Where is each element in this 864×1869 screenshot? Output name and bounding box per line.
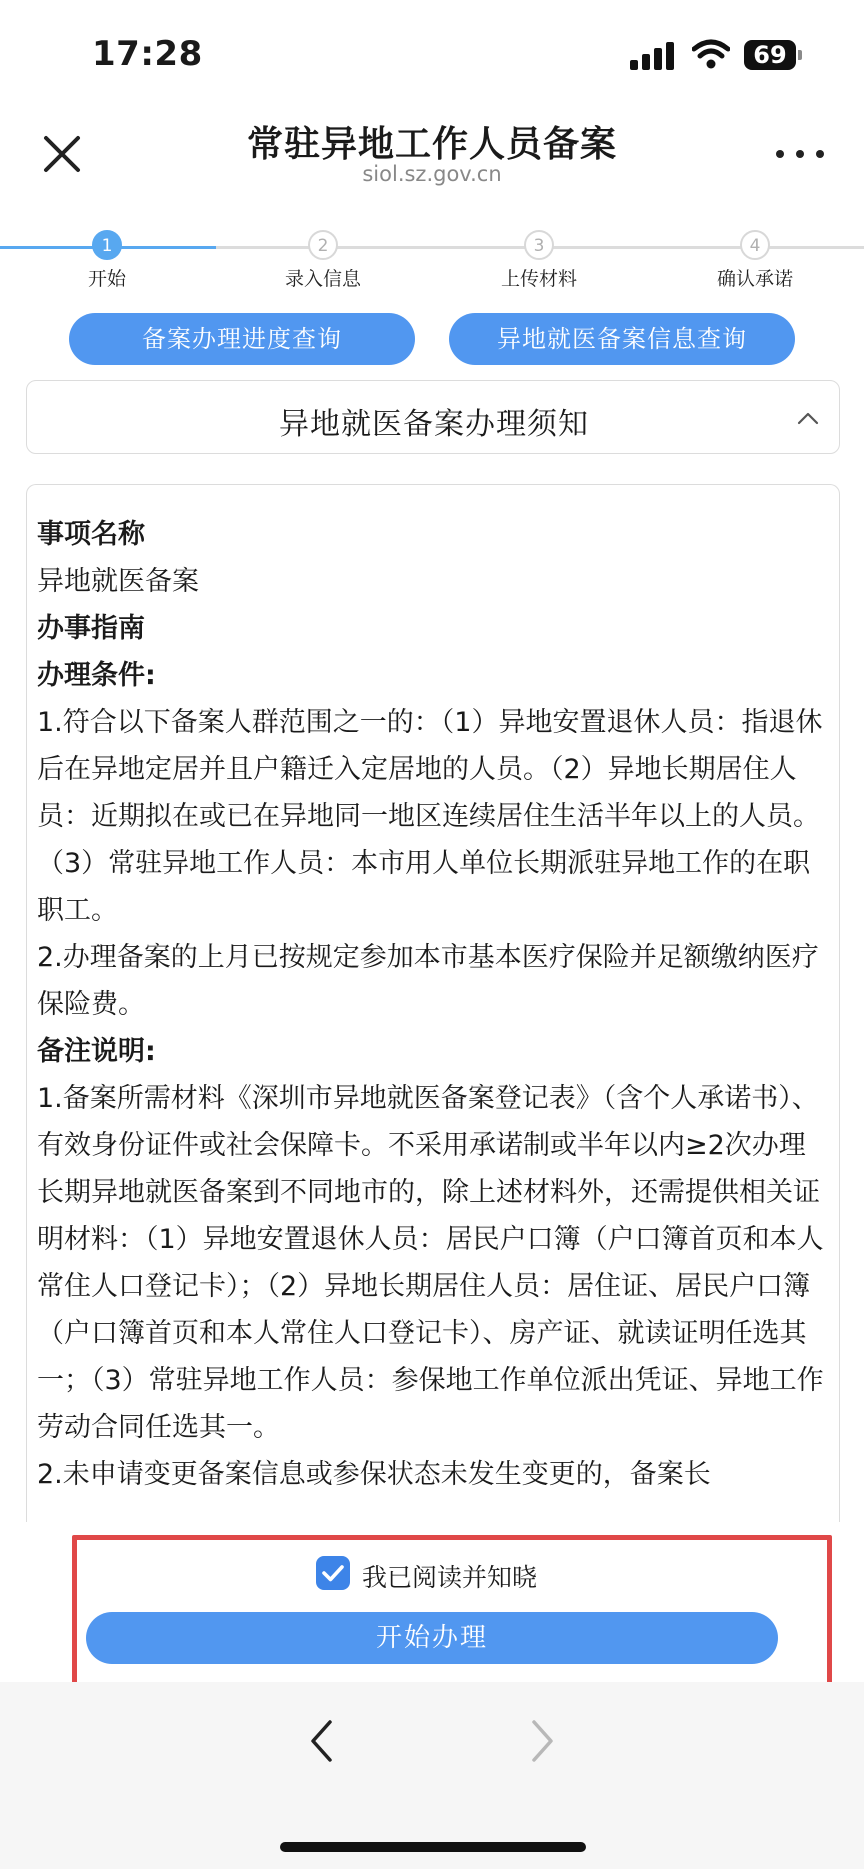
action-area bbox=[0, 1522, 864, 1682]
chevron-up-icon[interactable] bbox=[797, 411, 819, 425]
wifi-icon bbox=[692, 38, 730, 70]
page-title: 常驻异地工作人员备案 bbox=[246, 124, 617, 165]
note-2: 2.未申请变更备案信息或参保状态未发生变更的，备案长 bbox=[37, 1459, 711, 1490]
step-number: 4 bbox=[740, 230, 770, 260]
acknowledge-checkbox[interactable] bbox=[316, 1556, 350, 1590]
step-number: 3 bbox=[524, 230, 554, 260]
status-time: 17:28 bbox=[92, 34, 203, 74]
notice-accordion-header[interactable] bbox=[26, 380, 840, 454]
status-bar bbox=[0, 0, 864, 110]
step-label: 确认承诺 bbox=[716, 268, 793, 290]
item-name: 异地就医备案 bbox=[37, 566, 199, 597]
guide-heading: 办事指南 bbox=[37, 613, 145, 644]
conditions-heading: 办理条件: bbox=[37, 660, 156, 691]
more-options-icon[interactable] bbox=[776, 146, 826, 162]
step-number: 2 bbox=[308, 230, 338, 260]
browser-toolbar bbox=[0, 1682, 864, 1869]
step-enter-info bbox=[263, 230, 383, 291]
acknowledge-label[interactable]: 我已阅读并知晓 bbox=[362, 1563, 538, 1592]
nav-header bbox=[0, 110, 864, 210]
condition-2: 2.办理备案的上月已按规定参加本市基本医疗保险并足额缴纳医疗保险费。 bbox=[37, 942, 819, 1020]
note-1: 1.备案所需材料《深圳市异地就医备案登记表》（含个人承诺书）、有效身份证件或社会保障卡。不采用承诺制或半年以内≥2次办理长期异地就医备案到不同地市的，除上述材料外，还需提供相关证明材料：（1）异地安置退休人员：居民户口簿（户口簿首页和本人常住人口登记卡）；（2）异地长期居住人员：居住证、居民户口簿（户口簿首页和本人常住人口登记卡）、房产证、就读证明任选其一；（3）常驻异地工作人员：参保地工作单位派出凭证、异地工作劳动合同任选其一。 bbox=[37, 1083, 824, 1443]
step-start bbox=[47, 230, 167, 291]
notice-title: 异地就医备案办理须知 bbox=[279, 407, 589, 442]
step-label: 录入信息 bbox=[284, 268, 361, 290]
progress-query-button[interactable]: 备案办理进度查询 bbox=[69, 313, 415, 365]
battery-icon: 69 bbox=[744, 40, 796, 70]
progress-stepper bbox=[0, 228, 864, 288]
home-indicator bbox=[280, 1842, 586, 1852]
back-arrow-icon[interactable] bbox=[306, 1716, 336, 1766]
step-number: 1 bbox=[92, 230, 122, 260]
forward-arrow-icon[interactable] bbox=[528, 1716, 558, 1766]
cellular-signal-icon bbox=[630, 42, 674, 70]
page-domain: siol.sz.gov.cn bbox=[362, 162, 502, 186]
checkmark-icon bbox=[316, 1556, 350, 1590]
condition-1: 1.符合以下备案人群范围之一的：（1）异地安置退休人员：指退休后在异地定居并且户籍迁入定居地的人员。（2）异地长期居住人员：近期拟在或已在异地同一地区连续居住生活半年以上的人员。（3）常驻异地工作人员：本市用人单位长期派驻异地工作的在职职工。 bbox=[37, 707, 823, 926]
battery-tip bbox=[798, 50, 802, 60]
step-label: 上传材料 bbox=[500, 268, 577, 290]
notes-heading: 备注说明: bbox=[37, 1036, 156, 1067]
notice-content[interactable] bbox=[26, 484, 840, 1522]
start-processing-button[interactable]: 开始办理 bbox=[86, 1612, 778, 1664]
filing-info-query-button[interactable]: 异地就医备案信息查询 bbox=[449, 313, 795, 365]
step-upload-materials bbox=[479, 230, 599, 291]
step-confirm-commitment bbox=[695, 230, 815, 291]
step-label: 开始 bbox=[87, 268, 126, 290]
item-name-heading: 事项名称 bbox=[37, 519, 145, 550]
